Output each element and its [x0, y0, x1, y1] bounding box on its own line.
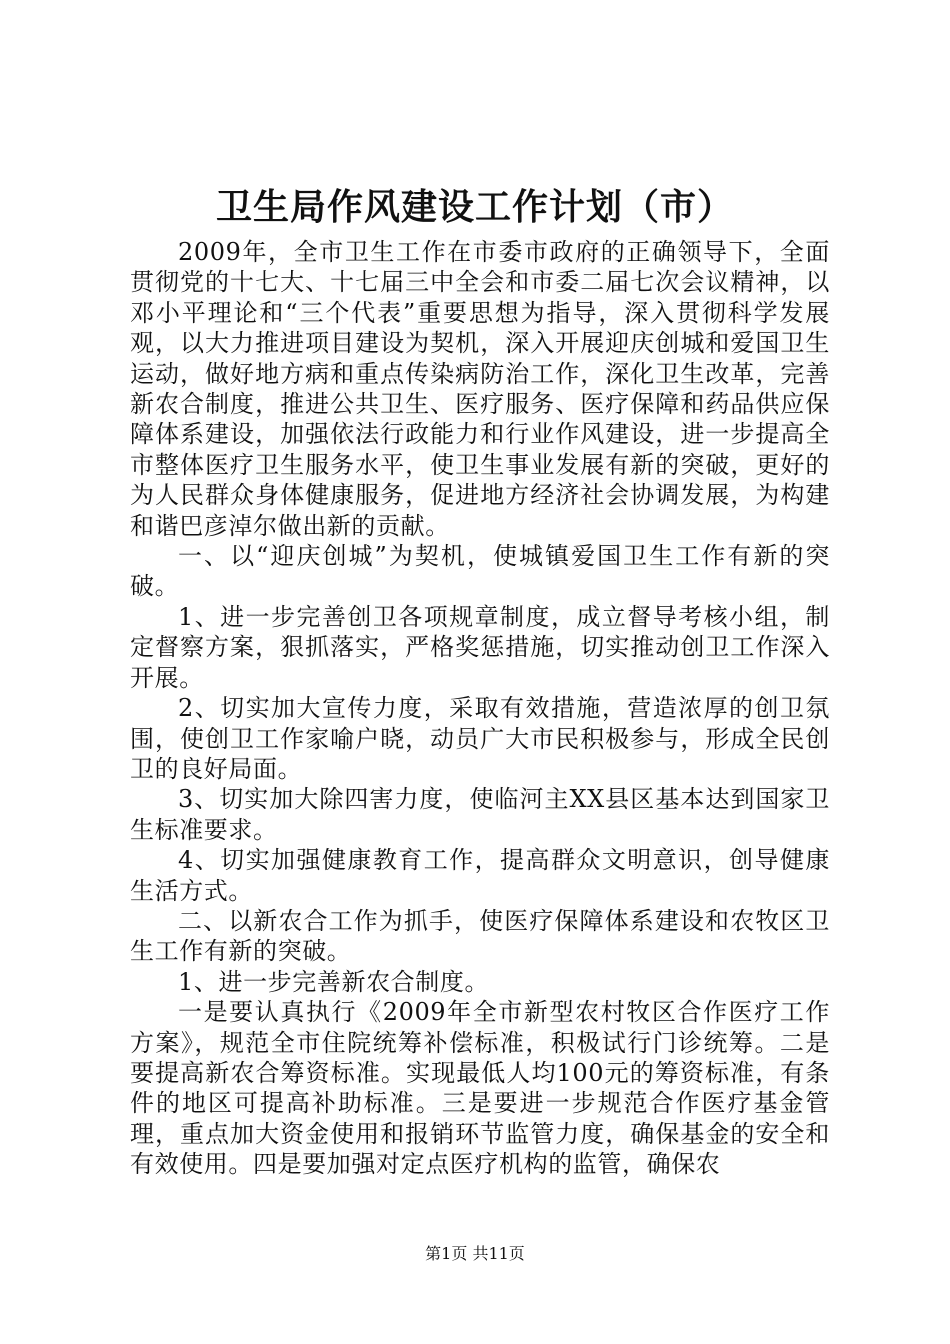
paragraph-intro: 2009年，全市卫生工作在市委市政府的正确领导下，全面贯彻党的十七大、十七届三中全会和市委二届七次会议精神，以邓小平理论和“三个代表”重要思想为指导，深入贯彻科学发展观，以大力推进项目建设为契机，深入开展迎庆创城和爱国卫生运动，做好地方病和重点传染病防治工作，深化卫生改革，完善新农合制度，推进公共卫生、医疗服务、医疗保障和药品供应保障体系建设，加强依法行政能力和行业作风建设，进一步提高全市整体医疗卫生服务水平，使卫生事业发展有新的突破，更好的为人民群众身体健康服务，促进地方经济社会协调发展，为构建和谐巴彦淖尔做出新的贡献。 [130, 238, 830, 540]
document-title: 卫生局作风建设工作计划（市） [215, 187, 734, 228]
paragraph-subitem-1-detail: 一是要认真执行《2009年全市新型农村牧区合作医疗工作方案》，规范全市住院统筹补偿标准，积极试行门诊统筹。二是要提高新农合筹资标准。实现最低人均100元的筹资标准，有条件的地区可提高补助标准。三是要进一步规范合作医疗基金管理，重点加大资金使用和报销环节监管力度，确保基金的安全和有效使用。四是要加强对定点医疗机构的监管，确保农 [130, 998, 830, 1179]
paragraph-section-1-heading: 一、以“迎庆创城”为契机，使城镇爱国卫生工作有新的突破。 [130, 542, 830, 601]
paragraph-item-1: 1、进一步完善创卫各项规章制度，成立督导考核小组，制定督察方案，狠抓落实，严格奖惩措施，切实推动创卫工作深入开展。 [130, 602, 830, 692]
paragraph-item-3: 3、切实加大除四害力度，使临河主XX县区基本达到国家卫生标准要求。 [130, 785, 830, 844]
page-number: 第1页 共11页 [425, 1244, 525, 1263]
paragraph-item-4: 4、切实加强健康教育工作，提高群众文明意识，创导健康生活方式。 [130, 846, 830, 905]
paragraph-subitem-1: 1、进一步完善新农合制度。 [178, 967, 490, 996]
document-body [130, 237, 830, 1180]
paragraph-section-2-heading: 二、以新农合工作为抓手，使医疗保障体系建设和农牧区卫生工作有新的突破。 [130, 906, 830, 966]
paragraph-item-2: 2、切实加大宣传力度，采取有效措施，营造浓厚的创卫氛围，使创卫工作家喻户晓，动员广大市民积极参与，形成全民创卫的良好局面。 [130, 694, 830, 783]
